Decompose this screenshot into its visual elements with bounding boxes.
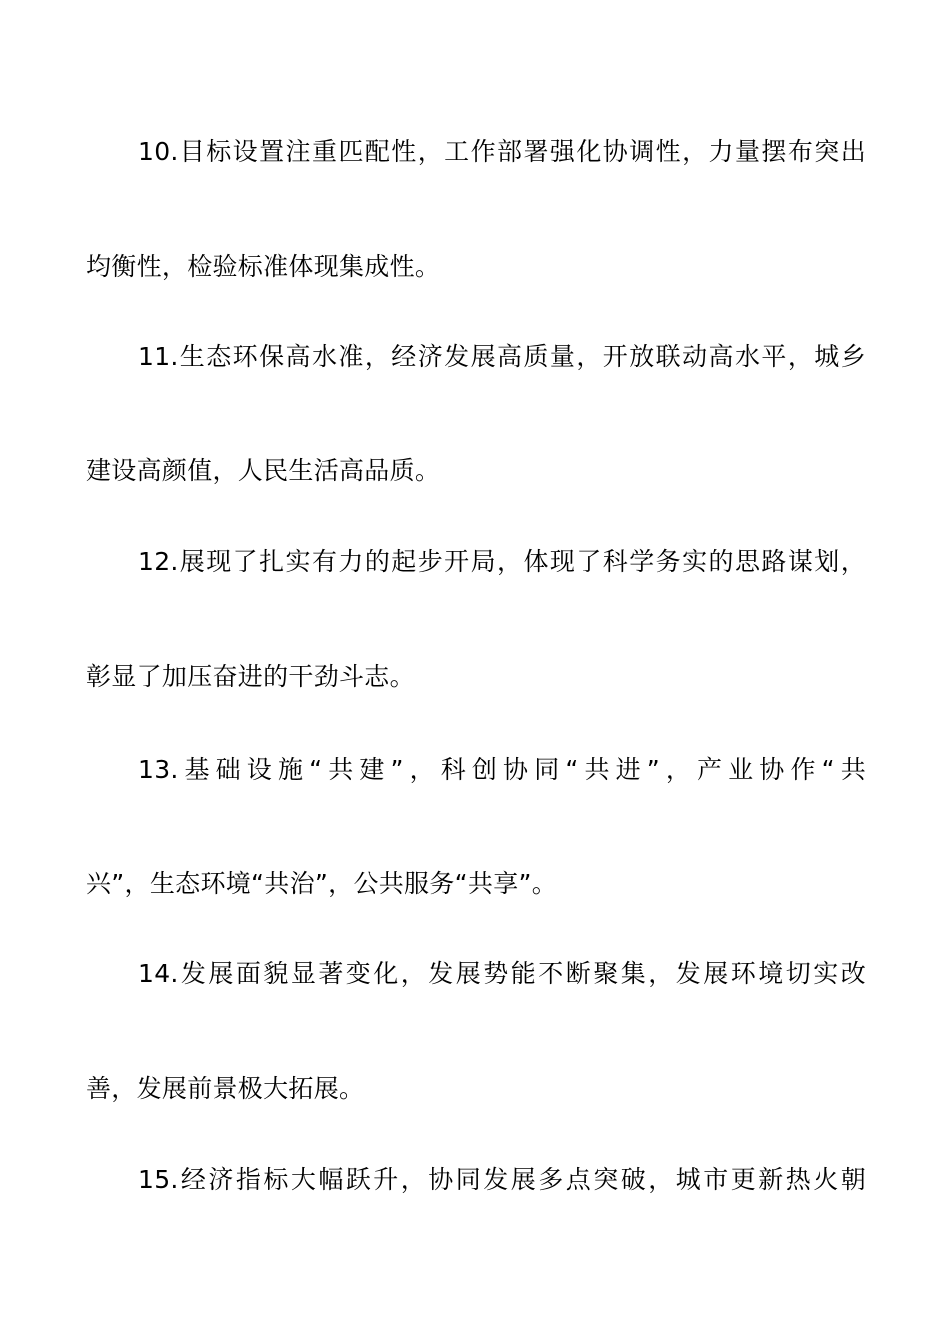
item-10-line-1: 10.目标设置注重匹配性，工作部署强化协调性，力量摆布突出: [138, 137, 866, 166]
item-12-line-2: 彰显了加压奋进的干劲斗志。: [86, 662, 415, 691]
item-11-line-2: 建设高颜值，人民生活高品质。: [86, 456, 441, 485]
item-14-line-1: 14.发展面貌显著变化，发展势能不断聚集，发展环境切实改: [138, 959, 866, 988]
item-15-line-1: 15.经济指标大幅跃升，协同发展多点突破，城市更新热火朝: [138, 1165, 866, 1194]
item-13-line-2: 兴”，生态环境“共治”，公共服务“共享”。: [86, 869, 558, 898]
item-13-line-1: 13.基础设施“共建”，科创协同“共进”，产业协作“共: [138, 755, 866, 784]
item-14-line-2: 善，发展前景极大拓展。: [86, 1074, 365, 1103]
item-11-line-1: 11.生态环保高水准，经济发展高质量，开放联动高水平，城乡: [138, 342, 866, 371]
item-12-line-1: 12.展现了扎实有力的起步开局，体现了科学务实的思路谋划，: [138, 547, 866, 576]
item-10-line-2: 均衡性，检验标准体现集成性。: [86, 252, 441, 281]
